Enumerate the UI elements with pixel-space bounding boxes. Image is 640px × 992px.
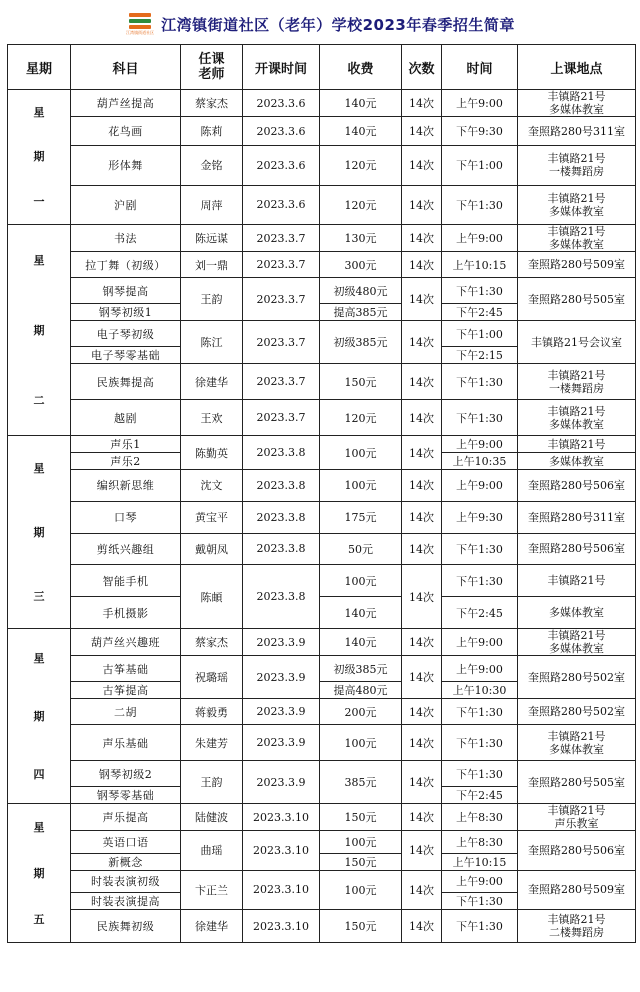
location-cell: 丰镇路21号 二楼舞蹈房 [518,910,636,943]
start-date-cell: 2023.3.10 [243,804,320,831]
teacher-cell: 徐建华 [181,910,243,943]
count-cell: 14次 [402,117,442,146]
count-cell: 14次 [402,533,442,565]
count-cell: 14次 [402,565,442,629]
table-row [8,533,636,548]
location-cell: 丰镇路21号 [518,436,636,453]
start-date-cell: 2023.3.7 [243,252,320,278]
teacher-cell: 卞正兰 [181,870,243,910]
count-cell: 14次 [402,656,442,699]
fee-cell: 140元 [320,90,402,117]
subject-cell: 时装表演提高 [71,893,181,910]
col-fee: 收费 [320,45,402,90]
time-cell: 上午9:00 [442,470,518,502]
start-date-cell: 2023.3.10 [243,831,320,871]
subject-cell: 葫芦丝兴趣班 [71,629,181,656]
subject-cell: 声乐2 [71,453,181,470]
location-cell: 奎照路280号506室 [518,470,636,502]
count-cell: 14次 [402,699,442,725]
time-cell: 上午9:00 [442,436,518,453]
start-date-cell: 2023.3.10 [243,870,320,910]
count-cell: 14次 [402,364,442,400]
time-cell: 下午1:00 [442,321,518,347]
subject-cell: 编织新思维 [71,470,181,502]
time-cell: 下午1:30 [442,893,518,910]
count-cell: 14次 [402,400,442,436]
teacher-cell: 陈莉 [181,117,243,146]
col-teacher: 任课 老师 [181,45,243,90]
time-cell: 下午1:30 [442,699,518,725]
location-cell: 奎照路280号502室 [518,656,636,699]
time-cell: 上午8:30 [442,804,518,831]
logo-caption: 江湾镇街道社区 [126,29,155,35]
count-cell: 14次 [402,831,442,871]
subject-cell: 英语口语 [71,831,181,854]
col-subject: 科目 [71,45,181,90]
day-cell-wednesday: 星 期 三 [8,436,71,629]
teacher-cell: 陆健波 [181,804,243,831]
fee-cell: 初级385元 [320,321,402,364]
subject-cell: 电子琴初级 [71,321,181,347]
fee-cell: 120元 [320,146,402,185]
subject-cell: 钢琴初级1 [71,304,181,321]
count-cell: 14次 [402,225,442,252]
fee-cell: 200元 [320,699,402,725]
time-cell: 上午8:30 [442,831,518,854]
count-cell: 14次 [402,252,442,278]
teacher-cell: 刘一鼎 [181,252,243,278]
start-date-cell: 2023.3.8 [243,436,320,470]
location-cell: 奎照路280号311室 [518,501,636,533]
subject-cell: 钢琴零基础 [71,787,181,804]
start-date-cell: 2023.3.7 [243,278,320,321]
location-cell: 丰镇路21号会议室 [518,321,636,364]
location-cell: 奎照路280号506室 [518,533,636,565]
time-cell: 下午1:30 [442,364,518,400]
count-cell: 14次 [402,321,442,364]
location-cell: 奎照路280号505室 [518,761,636,804]
time-cell: 下午2:45 [442,787,518,804]
time-cell: 上午9:00 [442,90,518,117]
time-cell: 下午1:30 [442,565,518,597]
subject-cell: 古筝基础 [71,656,181,682]
subject-cell: 电子琴零基础 [71,347,181,364]
fee-cell: 150元 [320,910,402,943]
table-row [8,278,636,304]
teacher-cell: 黄宝平 [181,501,243,533]
start-date-cell: 2023.3.6 [243,185,320,224]
subject-cell: 形体舞 [71,146,181,185]
subject-cell: 时装表演初级 [71,870,181,893]
fee-cell: 150元 [320,853,402,870]
location-cell: 奎照路280号506室 [518,831,636,871]
teacher-cell: 王欢 [181,400,243,436]
start-date-cell: 2023.3.7 [243,364,320,400]
start-date-cell: 2023.3.7 [243,321,320,364]
subject-cell: 手机摄影 [71,597,181,629]
table-row [8,252,636,261]
fee-cell: 提高385元 [320,304,402,321]
count-cell: 14次 [402,146,442,185]
subject-cell: 钢琴初级2 [71,761,181,787]
table-row [8,117,636,129]
col-day: 星期 [8,45,71,90]
fee-cell: 100元 [320,470,402,502]
time-cell: 上午10:15 [442,853,518,870]
fee-cell: 提高480元 [320,682,402,699]
subject-cell: 拉丁舞（初级） [71,252,181,278]
teacher-cell: 戴朝凤 [181,533,243,565]
time-cell: 下午1:30 [442,400,518,436]
teacher-cell: 祝璐瑶 [181,656,243,699]
location-cell: 丰镇路21号 多媒体教室 [518,225,636,252]
count-cell: 14次 [402,870,442,910]
subject-cell: 民族舞提高 [71,364,181,400]
page-header [0,8,640,40]
fee-cell: 100元 [320,870,402,910]
fee-cell: 初级385元 [320,656,402,682]
time-cell: 上午10:35 [442,453,518,470]
teacher-cell: 陈江 [181,321,243,364]
day-cell-thursday: 星 期 四 [8,629,71,804]
table-row [8,699,636,708]
col-location: 上课地点 [518,45,636,90]
subject-cell: 声乐1 [71,436,181,453]
time-cell: 上午10:30 [442,682,518,699]
day-cell-tuesday: 星 期 二 [8,225,71,436]
time-cell: 上午9:00 [442,225,518,252]
school-logo [125,9,155,39]
time-cell: 下午2:15 [442,347,518,364]
subject-cell: 越剧 [71,400,181,436]
teacher-cell: 金铭 [181,146,243,185]
teacher-cell: 蔡家杰 [181,90,243,117]
table-row [8,400,636,409]
fee-cell: 120元 [320,185,402,224]
fee-cell: 100元 [320,725,402,761]
time-cell: 下午1:30 [442,278,518,304]
subject-cell: 钢琴提高 [71,278,181,304]
fee-cell: 50元 [320,533,402,565]
teacher-cell: 王韵 [181,761,243,804]
subject-cell: 沪剧 [71,185,181,224]
table-row [8,470,636,485]
fee-cell: 100元 [320,436,402,470]
count-cell: 14次 [402,725,442,761]
location-cell: 丰镇路21号 一楼舞蹈房 [518,146,636,185]
teacher-cell: 沈文 [181,470,243,502]
subject-cell: 花鸟画 [71,117,181,146]
start-date-cell: 2023.3.9 [243,656,320,699]
time-cell: 上午9:00 [442,870,518,893]
teacher-cell: 徐建华 [181,364,243,400]
table-row [8,761,636,787]
subject-cell: 声乐提高 [71,804,181,831]
time-cell: 下午1:30 [442,761,518,787]
time-cell: 上午9:00 [442,629,518,656]
table-row [8,870,636,893]
time-cell: 下午1:30 [442,725,518,761]
teacher-cell: 曲瑶 [181,831,243,871]
col-count: 次数 [402,45,442,90]
start-date-cell: 2023.3.6 [243,117,320,146]
time-cell: 下午1:00 [442,146,518,185]
time-cell: 上午9:00 [442,656,518,682]
start-date-cell: 2023.3.9 [243,699,320,725]
time-cell: 下午1:30 [442,185,518,224]
location-cell: 奎照路280号505室 [518,278,636,321]
start-date-cell: 2023.3.7 [243,225,320,252]
count-cell: 14次 [402,185,442,224]
time-cell: 下午9:30 [442,117,518,146]
subject-cell: 声乐基础 [71,725,181,761]
table-row [8,831,636,854]
start-date-cell: 2023.3.8 [243,501,320,533]
fee-cell: 初级480元 [320,278,402,304]
fee-cell: 300元 [320,252,402,278]
location-cell: 丰镇路21号 多媒体教室 [518,725,636,761]
start-date-cell: 2023.3.6 [243,146,320,185]
subject-cell: 二胡 [71,699,181,725]
table-row [8,321,636,347]
table-row [8,597,636,612]
count-cell: 14次 [402,501,442,533]
subject-cell: 新概念 [71,853,181,870]
location-cell: 多媒体教室 [518,597,636,629]
teacher-cell: 王韵 [181,278,243,321]
teacher-cell: 陈远谋 [181,225,243,252]
fee-cell: 100元 [320,831,402,854]
table-row [8,565,636,597]
start-date-cell: 2023.3.8 [243,533,320,565]
location-cell: 丰镇路21号 多媒体教室 [518,185,636,224]
location-cell: 丰镇路21号 多媒体教室 [518,400,636,436]
subject-cell: 剪纸兴趣组 [71,533,181,565]
fee-cell: 150元 [320,804,402,831]
start-date-cell: 2023.3.7 [243,400,320,436]
location-cell: 丰镇路21号 多媒体教室 [518,629,636,656]
start-date-cell: 2023.3.9 [243,761,320,804]
time-cell: 下午1:30 [442,533,518,565]
subject-cell: 书法 [71,225,181,252]
fee-cell: 140元 [320,629,402,656]
location-cell: 多媒体教室 [518,453,636,470]
subject-cell: 民族舞初级 [71,910,181,943]
time-cell: 上午9:30 [442,501,518,533]
start-date-cell: 2023.3.6 [243,90,320,117]
location-cell: 丰镇路21号 多媒体教室 [518,90,636,117]
count-cell: 14次 [402,761,442,804]
fee-cell: 150元 [320,364,402,400]
count-cell: 14次 [402,910,442,943]
teacher-cell: 陈頔 [181,565,243,629]
start-date-cell: 2023.3.9 [243,629,320,656]
subject-cell: 口琴 [71,501,181,533]
schedule-table [7,44,636,943]
page-title: 江湾镇街道社区（老年）学校2023年春季招生简章 [161,15,515,34]
day-cell-friday: 星 期 五 [8,804,71,943]
fee-cell: 100元 [320,565,402,597]
col-time: 时间 [442,45,518,90]
teacher-cell: 周萍 [181,185,243,224]
location-cell: 奎照路280号502室 [518,699,636,725]
teacher-cell: 蔡家杰 [181,629,243,656]
day-cell-monday: 星 期 一 [8,90,71,225]
subject-cell: 古筝提高 [71,682,181,699]
fee-cell: 130元 [320,225,402,252]
fee-cell: 140元 [320,597,402,629]
time-cell: 下午2:45 [442,304,518,321]
start-date-cell: 2023.3.10 [243,910,320,943]
table-row [8,725,636,734]
location-cell: 丰镇路21号 一楼舞蹈房 [518,364,636,400]
location-cell: 奎照路280号509室 [518,252,636,278]
table-row [8,501,636,516]
location-cell: 奎照路280号509室 [518,870,636,910]
table-row [8,910,636,916]
table-row [8,364,636,373]
location-cell: 丰镇路21号 声乐教室 [518,804,636,831]
table-header-row [8,45,636,90]
teacher-cell: 蒋毅勇 [181,699,243,725]
fee-cell: 175元 [320,501,402,533]
count-cell: 14次 [402,90,442,117]
start-date-cell: 2023.3.9 [243,725,320,761]
subject-cell: 葫芦丝提高 [71,90,181,117]
fee-cell: 385元 [320,761,402,804]
table-row [8,656,636,682]
count-cell: 14次 [402,436,442,470]
start-date-cell: 2023.3.8 [243,565,320,629]
count-cell: 14次 [402,470,442,502]
teacher-cell: 陈勤英 [181,436,243,470]
count-cell: 14次 [402,278,442,321]
table-row [8,185,636,197]
location-cell: 丰镇路21号 [518,565,636,597]
table-row [8,146,636,158]
time-cell: 下午1:30 [442,910,518,943]
table-row [8,436,636,453]
start-date-cell: 2023.3.8 [243,470,320,502]
fee-cell: 140元 [320,117,402,146]
time-cell: 下午2:45 [442,597,518,629]
subject-cell: 智能手机 [71,565,181,597]
col-start-date: 开课时间 [243,45,320,90]
time-cell: 上午10:15 [442,252,518,278]
teacher-cell: 朱建芳 [181,725,243,761]
count-cell: 14次 [402,629,442,656]
count-cell: 14次 [402,804,442,831]
location-cell: 奎照路280号311室 [518,117,636,146]
fee-cell: 120元 [320,400,402,436]
